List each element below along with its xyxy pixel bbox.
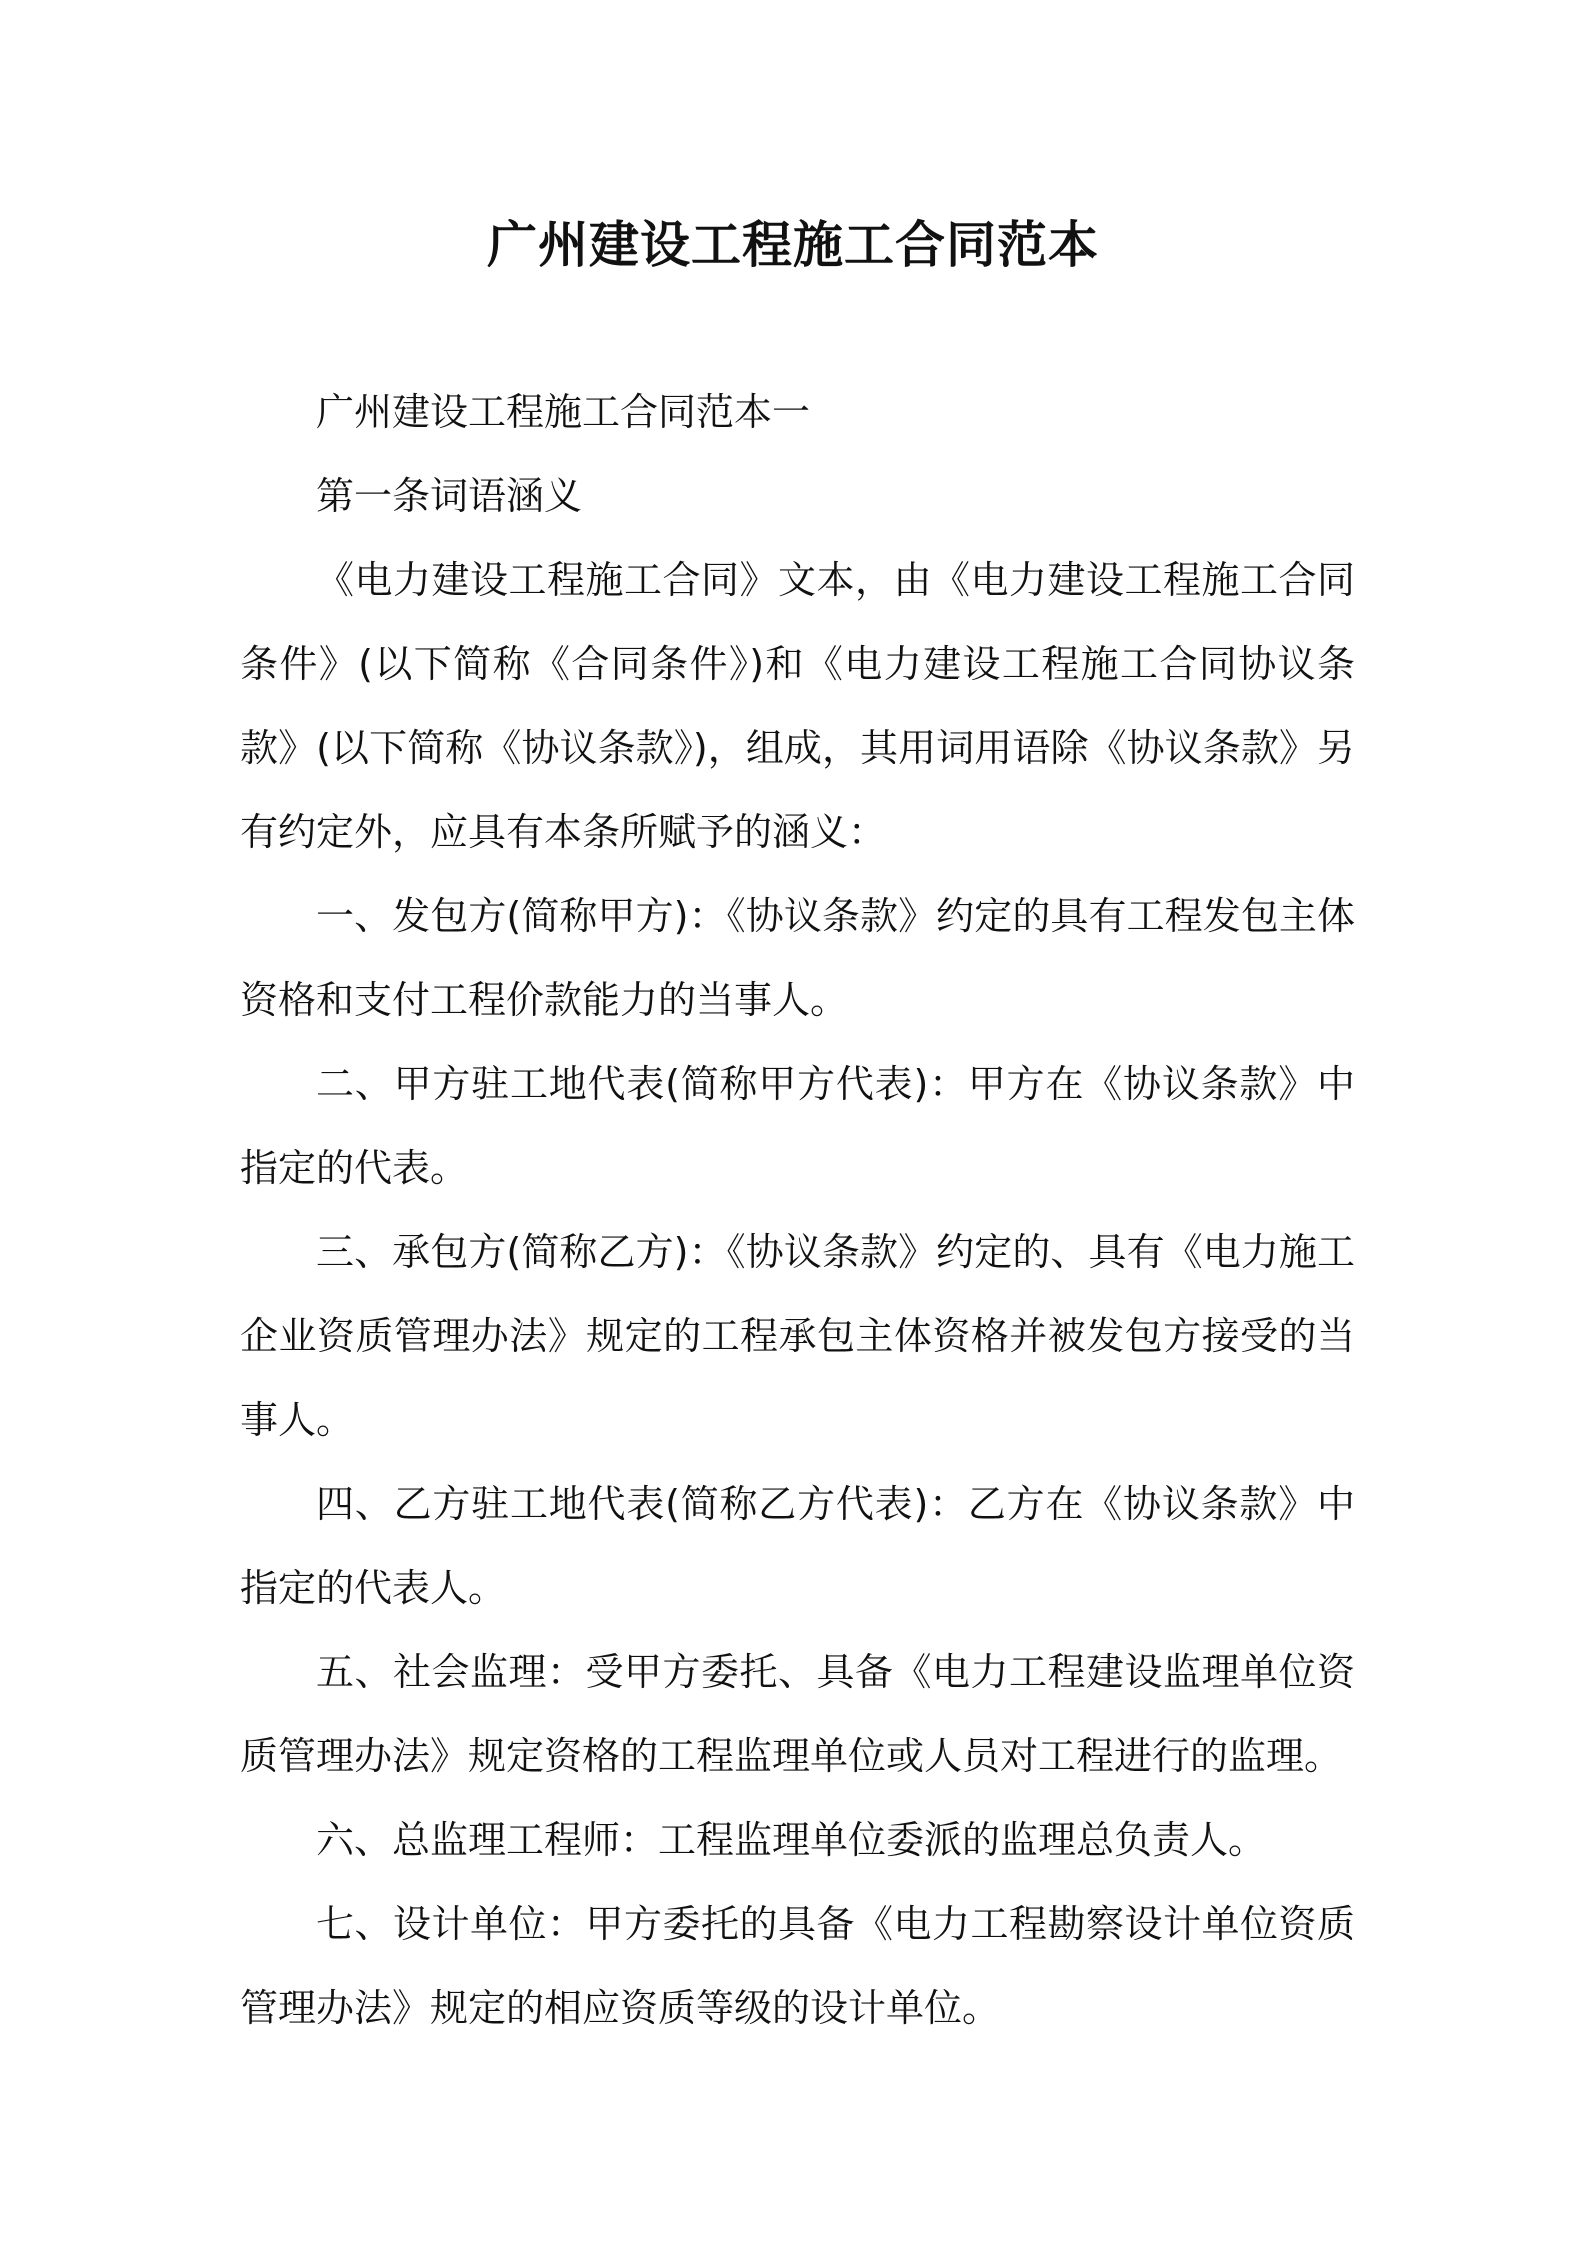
section-heading: 广州建设工程施工合同范本一	[316, 390, 811, 434]
document-body	[240, 370, 1355, 2050]
definition-item: 三、承包方(简称乙方)：《协议条款》约定的、具有《电力施工企业资质管理办法》规定的工程承包主体资格并被发包方接受的当事人。	[240, 1230, 1355, 1442]
document-title: 广州建设工程施工合同范本	[487, 216, 1099, 274]
definition-item: 七、设计单位：甲方委托的具备《电力工程勘察设计单位资质管理办法》规定的相应资质等级的设计单位。	[240, 1902, 1355, 2030]
definition-item: 五、社会监理：受甲方委托、具备《电力工程建设监理单位资质管理办法》规定资格的工程监理单位或人员对工程进行的监理。	[240, 1650, 1355, 1778]
definition-item: 四、乙方驻工地代表(简称乙方代表)：乙方在《协议条款》中指定的代表人。	[240, 1482, 1355, 1610]
article-heading: 第一条词语涵义	[316, 474, 583, 518]
paragraph: 《电力建设工程施工合同》文本，由《电力建设工程施工合同条件》(以下简称《合同条件》)和《电力建设工程施工合同协议条款》(以下简称《协议条款》)，组成，其用词用语除《协议条款》另有约定外，应具有本条所赋予的涵义：	[240, 558, 1355, 854]
definition-item: 二、甲方驻工地代表(简称甲方代表)：甲方在《协议条款》中指定的代表。	[240, 1062, 1355, 1190]
definition-item: 一、发包方(简称甲方)：《协议条款》约定的具有工程发包主体资格和支付工程价款能力的当事人。	[240, 894, 1355, 1022]
definition-item: 六、总监理工程师：工程监理单位委派的监理总负责人。	[316, 1818, 1267, 1862]
